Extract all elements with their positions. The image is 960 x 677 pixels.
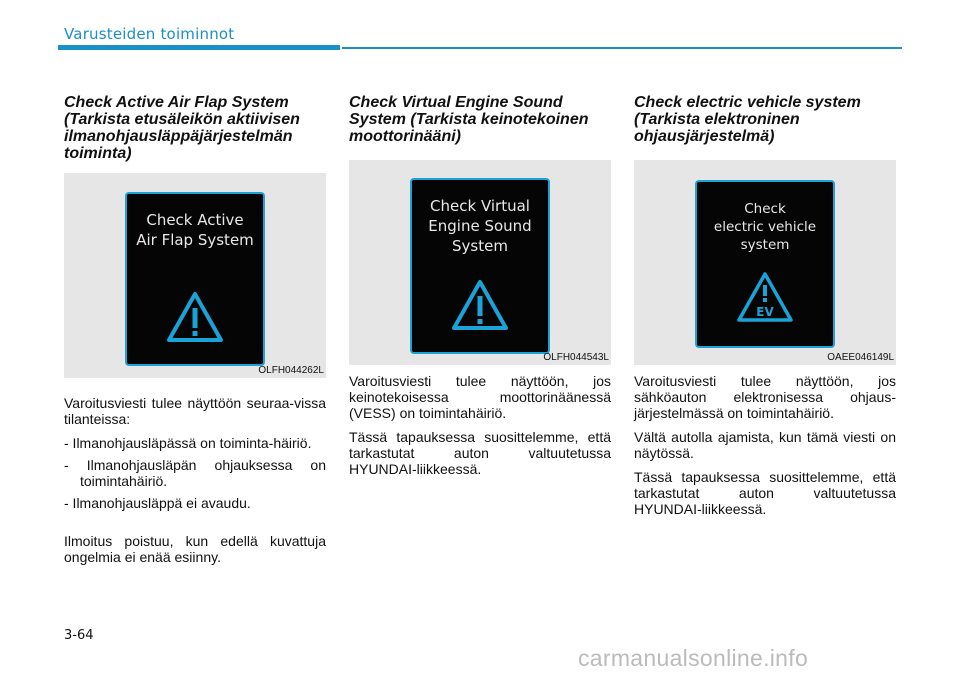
list-item: - Ilmanohjausläpässä on toiminta-häiriö.	[64, 435, 312, 451]
paragraph: Tässä tapauksessa suosittelemme, että tarkastutat auton valtuutetussa HYUNDAI-liikkeessä.	[349, 429, 611, 477]
column-3	[634, 94, 898, 164]
page-number: 3-64	[64, 628, 94, 643]
display-message: Check Virtual Engine Sound System	[428, 197, 532, 255]
figure-electric-vehicle-system	[634, 160, 896, 365]
warning-triangle-icon	[450, 278, 510, 332]
header-rule-thin	[342, 47, 902, 49]
display-message: Check electric vehicle system	[713, 201, 817, 253]
heading-virtual-engine-sound: Check Virtual Engine Sound System (Tarkista keinotekoinen moottorinääni)	[349, 94, 589, 145]
cluster-display	[410, 178, 550, 354]
intro-paragraph: Varoitusviesti tulee näyttöön seuraa-vissa tilanteissa:	[64, 395, 326, 427]
heading-air-flap: Check Active Air Flap System (Tarkista etusäleikön aktiivisen ilmanohjausläppäjärjestelmän toiminta)	[64, 94, 300, 162]
section-title: Varusteiden toiminnot	[64, 25, 235, 43]
paragraph: Varoitusviesti tulee näyttöön, jos keinotekoisessa moottorinäänessä (VESS) on toimintahäiriö.	[349, 373, 611, 421]
list-item: - Ilmanohjausläpän ohjauksessa on toimintahäiriö.	[64, 457, 326, 489]
cluster-display	[695, 180, 835, 348]
paragraph: Vältä autolla ajamista, kun tämä viesti on näytössä.	[634, 429, 896, 461]
ev-label: EV	[756, 305, 774, 319]
figure-air-flap	[64, 173, 326, 378]
paragraph: Varoitusviesti tulee näyttöön, jos sähköauton elektronisessa ohjaus-järjestelmässä on toimintahäiriö.	[634, 373, 896, 421]
figure-code: OLFH044543L	[543, 352, 609, 363]
header-rule-thick	[58, 45, 340, 50]
column-1	[64, 94, 328, 164]
column-2	[349, 94, 613, 164]
ev-warning-triangle-icon	[735, 270, 795, 324]
list-item: - Ilmanohjausläppä ei avaudu.	[64, 495, 251, 511]
figure-virtual-engine-sound	[349, 160, 611, 365]
display-message: Check Active Air Flap System	[136, 211, 254, 249]
body-virtual-engine-sound	[349, 373, 611, 485]
outro-paragraph: Ilmoitus poistuu, kun edellä kuvattuja ongelmia ei enää esiinny.	[64, 533, 326, 565]
heading-electric-vehicle-system: Check electric vehicle system (Tarkista elektroninen ohjausjärjestelmä)	[634, 94, 861, 145]
warning-triangle-icon	[165, 290, 225, 344]
cluster-display	[125, 192, 265, 366]
condition-list	[64, 435, 326, 511]
body-air-flap	[64, 395, 326, 573]
paragraph: Tässä tapauksessa suosittelemme, että tarkastutat auton valtuutetussa HYUNDAI-liikkeessä.	[634, 469, 896, 517]
body-electric-vehicle-system	[634, 373, 896, 525]
figure-code: OAEE046149L	[827, 352, 894, 363]
figure-code: OLFH044262L	[258, 365, 324, 376]
watermark: carmanualsonline.info	[578, 645, 809, 671]
